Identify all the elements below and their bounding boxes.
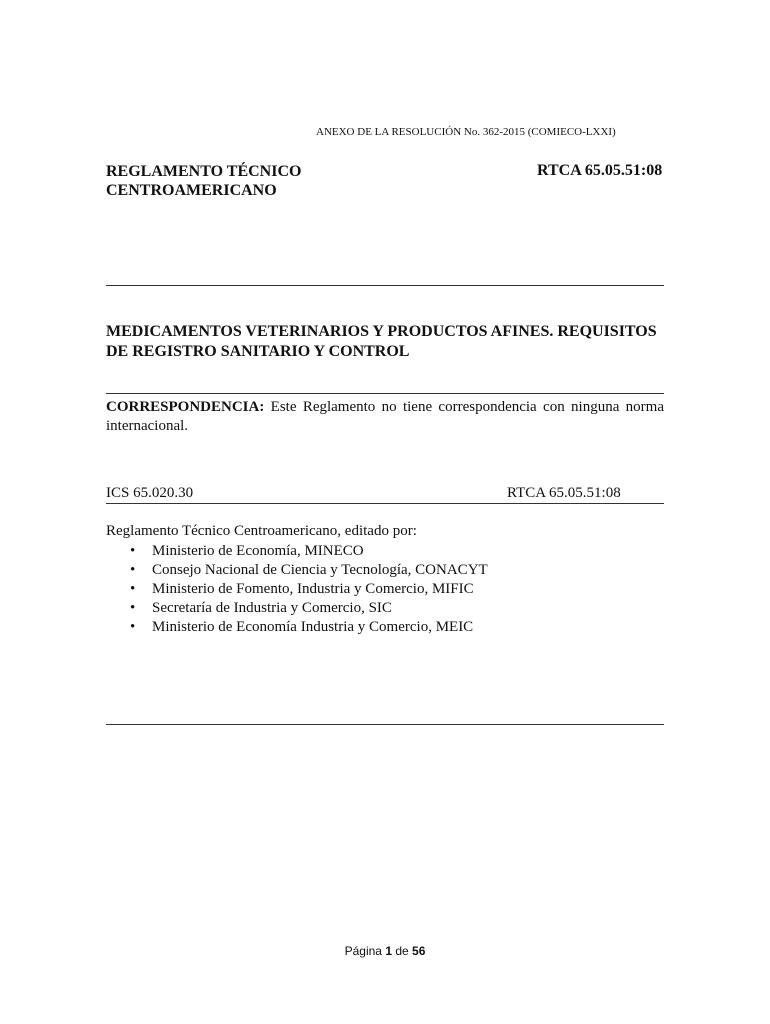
bullet-icon: • (130, 600, 136, 616)
bullet-icon: • (130, 543, 136, 559)
divider-correspondence (106, 393, 664, 394)
document-type-line-2: CENTROAMERICANO (106, 182, 277, 199)
correspondence-label: CORRESPONDENCIA: (106, 399, 265, 415)
document-code: RTCA 65.05.51:08 (537, 162, 663, 179)
document-type-line-1: REGLAMENTO TÉCNICO (106, 163, 302, 180)
ics-rtca-code: RTCA 65.05.51:08 (507, 485, 621, 501)
page-footer (0, 944, 770, 958)
editor-name: Ministerio de Economía Industria y Comercio, MEIC (152, 619, 474, 635)
ics-code: ICS 65.020.30 (106, 485, 194, 501)
page-of-label: de (395, 944, 409, 958)
list-item (106, 599, 488, 618)
editor-name: Secretaría de Industria y Comercio, SIC (152, 600, 392, 616)
page-total: 56 (412, 944, 426, 958)
correspondence-text: Este Reglamento no tiene correspondencia con ninguna norma internacional. (106, 399, 664, 434)
list-item (106, 542, 488, 561)
list-item (106, 561, 488, 580)
page-label: Página (344, 944, 382, 958)
annex-heading: ANEXO DE LA RESOLUCIÓN No. 362-2015 (COMIECO-LXXI) (316, 126, 616, 138)
page-number: 1 (385, 944, 392, 958)
correspondence-paragraph (106, 398, 664, 436)
list-item (106, 580, 488, 599)
divider-bottom (106, 724, 664, 725)
editors-list (106, 542, 488, 637)
bullet-icon: • (130, 619, 136, 635)
editor-name: Ministerio de Economía, MINECO (152, 543, 364, 559)
edited-by-intro: Reglamento Técnico Centroamericano, editado por: (106, 523, 417, 539)
editor-name: Ministerio de Fomento, Industria y Comercio, MIFIC (152, 581, 474, 597)
list-item (106, 618, 488, 637)
divider-ics (106, 503, 664, 504)
bullet-icon: • (130, 581, 136, 597)
regulation-title: MEDICAMENTOS VETERINARIOS Y PRODUCTOS AFINES. REQUISITOS DE REGISTRO SANITARIO Y CONTROL (106, 323, 657, 360)
document-type-title (106, 162, 301, 200)
divider-top (106, 285, 664, 286)
bullet-icon: • (130, 562, 136, 578)
editor-name: Consejo Nacional de Ciencia y Tecnología, CONACYT (152, 562, 488, 578)
